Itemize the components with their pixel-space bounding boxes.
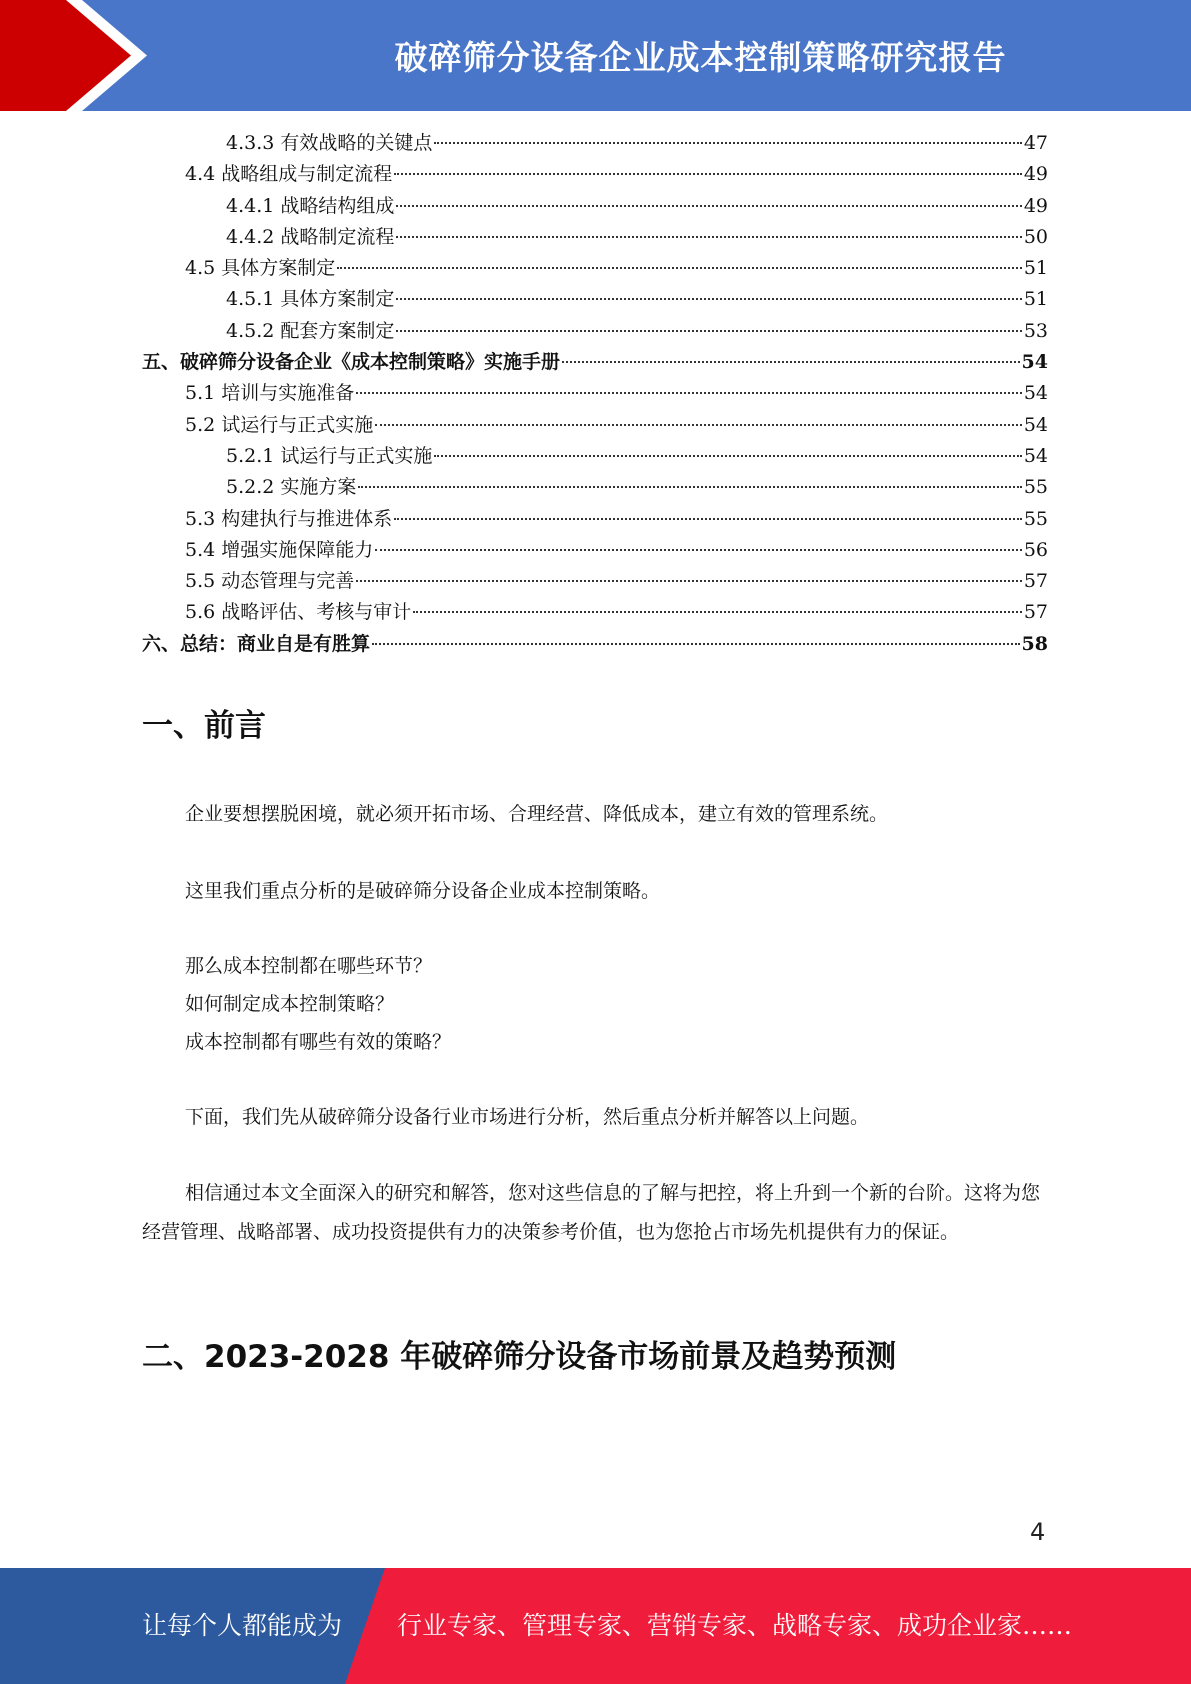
toc-dot-leader (396, 298, 1021, 300)
toc-entry-page-number: 57 (1023, 601, 1048, 624)
toc-entry[interactable] (142, 284, 1048, 315)
section-heading-market-outlook: 二、2023-2028 年破碎筛分设备市场前景及趋势预测 (142, 1339, 897, 1375)
toc-entry-page-number: 49 (1023, 194, 1048, 217)
toc-dot-leader (396, 330, 1021, 332)
toc-entry[interactable] (142, 566, 1048, 597)
footer-slogan-left: 让每个人都能成为 (142, 1611, 343, 1640)
toc-entry-title: 4.5.1 具体方案制定 (226, 288, 395, 311)
toc-entry-page-number: 56 (1023, 538, 1048, 561)
toc-dot-leader (434, 142, 1021, 144)
toc-entry[interactable] (142, 191, 1048, 222)
toc-dot-leader (372, 643, 1020, 645)
toc-dot-leader (356, 392, 1022, 394)
toc-entry-title: 5.6 战略评估、考核与审计 (185, 601, 412, 624)
toc-entry[interactable] (142, 504, 1048, 535)
toc-entry-title: 5.2 试运行与正式实施 (185, 413, 374, 436)
toc-entry-page-number: 47 (1023, 132, 1048, 154)
toc-dot-leader (562, 361, 1020, 363)
toc-entry-title: 5.5 动态管理与完善 (185, 570, 355, 593)
table-of-contents (142, 128, 1048, 660)
toc-entry[interactable] (142, 222, 1048, 253)
toc-dot-leader (413, 611, 1022, 613)
page-number: 4 (1030, 1518, 1046, 1546)
toc-entry[interactable] (142, 441, 1048, 472)
toc-dot-leader (358, 486, 1021, 488)
paragraph: 企业要想摆脱困境，就必须开拓市场、合理经营、降低成本，建立有效的管理系统。 (185, 803, 889, 825)
toc-entry-title: 4.5 具体方案制定 (185, 257, 336, 280)
paragraph: 如何制定成本控制策略？ (185, 993, 395, 1015)
toc-entry-page-number: 53 (1023, 319, 1048, 342)
toc-dot-leader (375, 549, 1022, 551)
toc-entry-page-number: 51 (1023, 288, 1048, 311)
toc-entry-page-number: 55 (1023, 476, 1048, 499)
toc-entry-title: 4.3.3 有效战略的关键点 (226, 132, 433, 154)
header-banner (0, 0, 1191, 111)
toc-entry-title: 五、破碎筛分设备企业《成本控制策略》实施手册 (142, 351, 561, 374)
toc-entry-title: 5.1 培训与实施准备 (185, 382, 355, 405)
toc-dot-leader (356, 580, 1022, 582)
toc-dot-leader (394, 518, 1022, 520)
paragraph: 下面，我们先从破碎筛分设备行业市场进行分析，然后重点分析并解答以上问题。 (185, 1106, 870, 1128)
report-title: 破碎筛分设备企业成本控制策略研究报告 (394, 38, 1007, 77)
paragraph: 成本控制都有哪些有效的策略？ (185, 1031, 452, 1053)
toc-dot-leader (434, 455, 1021, 457)
toc-entry-title: 4.4.1 战略结构组成 (226, 194, 395, 217)
toc-entry-page-number: 54 (1021, 351, 1048, 374)
toc-entry-page-number: 54 (1023, 444, 1048, 467)
toc-entry-title: 5.2.2 实施方案 (226, 476, 357, 499)
toc-entry-title: 4.5.2 配套方案制定 (226, 319, 395, 342)
paragraph: 那么成本控制都在哪些环节？ (185, 955, 433, 977)
toc-entry[interactable] (142, 159, 1048, 190)
toc-entry[interactable] (142, 378, 1048, 409)
toc-dot-leader (394, 173, 1022, 175)
toc-entry-page-number: 51 (1023, 257, 1048, 280)
footer-banner (0, 1568, 1191, 1684)
toc-entry[interactable] (142, 629, 1048, 660)
toc-entry-page-number: 54 (1023, 413, 1048, 436)
toc-entry-title: 4.4 战略组成与制定流程 (185, 163, 393, 186)
toc-entry[interactable] (142, 128, 1048, 159)
toc-entry-title: 5.2.1 试运行与正式实施 (226, 444, 433, 467)
footer-slogan-right: 行业专家、管理专家、营销专家、战略专家、成功企业家…… (397, 1611, 1073, 1640)
section-heading-preface: 一、前言 (142, 708, 266, 744)
toc-entry[interactable] (142, 316, 1048, 347)
toc-dot-leader (396, 236, 1021, 238)
toc-entry-title: 5.4 增强实施保障能力 (185, 538, 374, 561)
paragraph: 相信通过本文全面深入的研究和解答，您对这些信息的了解与把控，将上升到一个新的台阶。这将为您经营管理、战略部署、成功投资提供有力的决策参考价值，也为您抢占市场先机提供有力的保证。 (142, 1182, 1041, 1243)
toc-entry-title: 4.4.2 战略制定流程 (226, 225, 395, 248)
toc-entry[interactable] (142, 472, 1048, 503)
toc-entry-page-number: 58 (1021, 632, 1048, 655)
toc-entry[interactable] (142, 253, 1048, 284)
toc-dot-leader (337, 267, 1022, 269)
toc-entry-title: 六、总结：商业自是有胜算 (142, 632, 371, 655)
toc-entry-page-number: 49 (1023, 163, 1048, 186)
toc-dot-leader (396, 205, 1021, 207)
toc-entry[interactable] (142, 347, 1048, 378)
paragraph: 这里我们重点分析的是破碎筛分设备企业成本控制策略。 (185, 880, 661, 902)
toc-entry[interactable] (142, 535, 1048, 566)
toc-entry-page-number: 55 (1023, 507, 1048, 530)
toc-dot-leader (375, 424, 1022, 426)
toc-entry[interactable] (142, 597, 1048, 628)
toc-entry[interactable] (142, 410, 1048, 441)
toc-entry-title: 5.3 构建执行与推进体系 (185, 507, 393, 530)
toc-entry-page-number: 54 (1023, 382, 1048, 405)
toc-entry-page-number: 50 (1023, 225, 1048, 248)
toc-entry-page-number: 57 (1023, 570, 1048, 593)
